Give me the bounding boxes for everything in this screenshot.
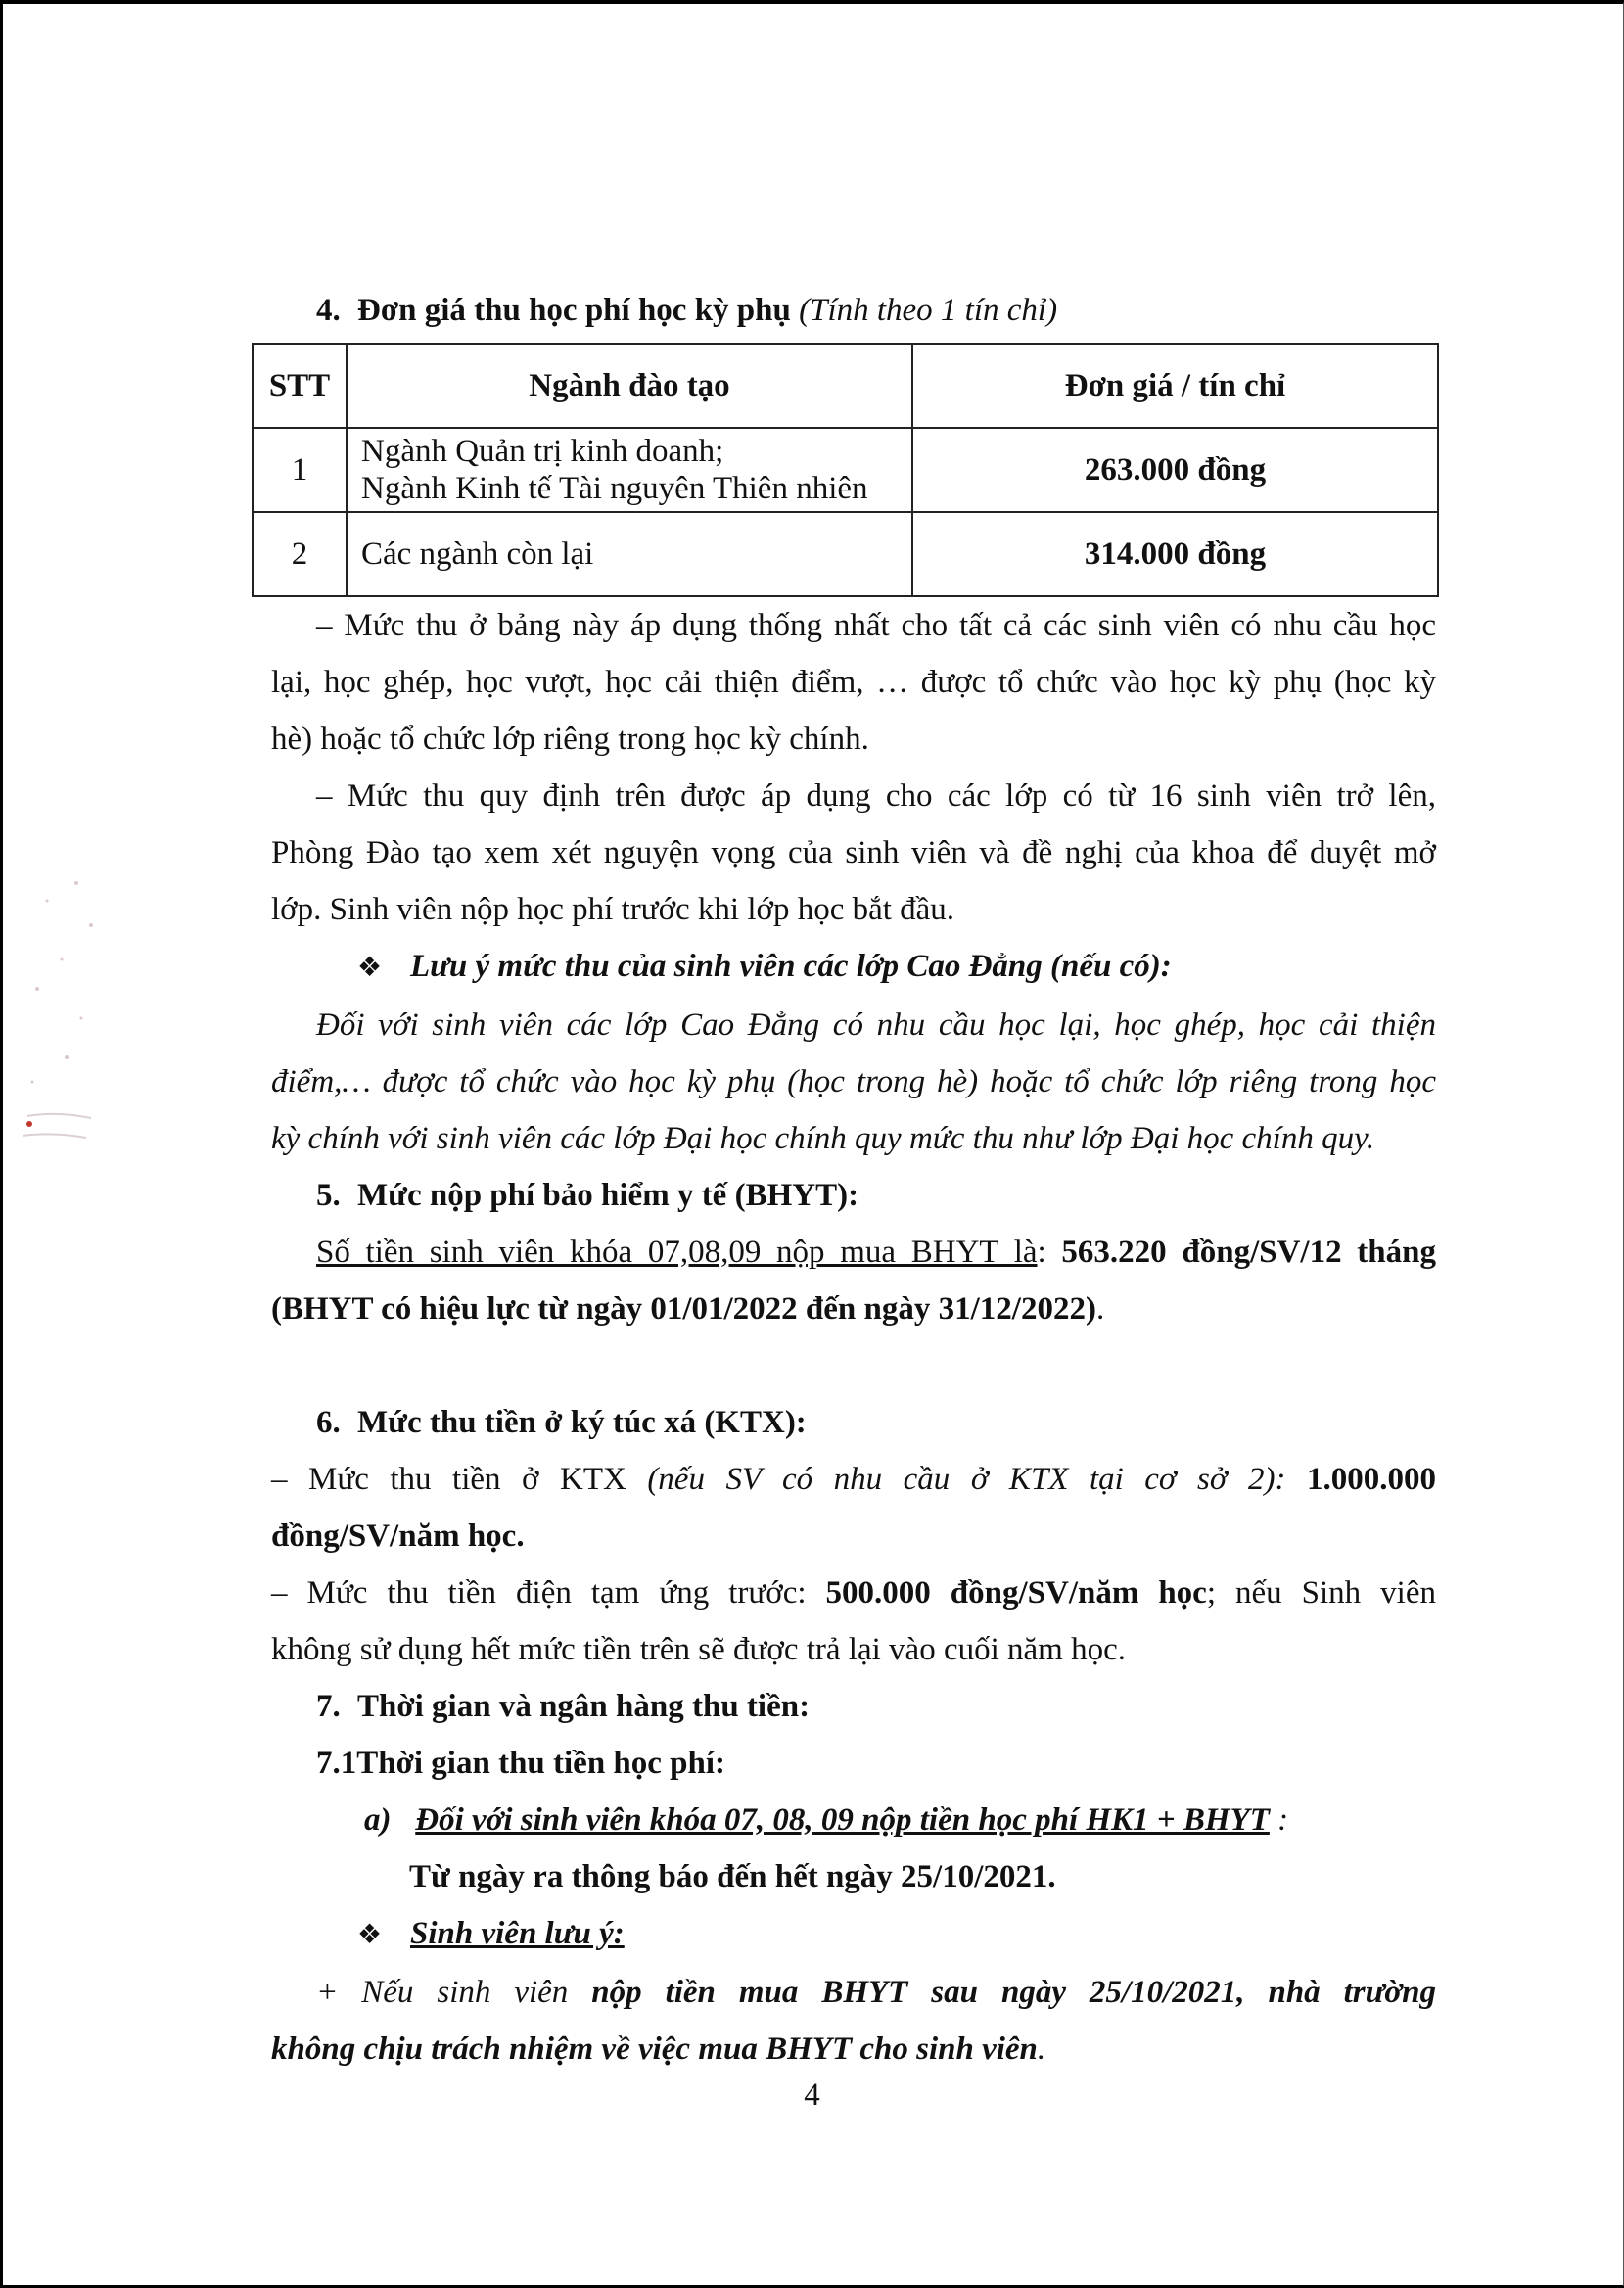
header-major: Ngành đào tạo	[347, 344, 912, 428]
fee-table	[252, 343, 1439, 597]
table-row	[253, 512, 1438, 596]
paragraph-line: Phòng Đào tạo xem xét nguyện vọng của sinh viên và đề nghị của khoa để duyệt mở	[271, 835, 1436, 870]
bhyt-validity: (BHYT có hiệu lực từ ngày 01/01/2022 đến ngày 31/12/2022)	[271, 1291, 1096, 1327]
bhyt-validity-line: (BHYT có hiệu lực từ ngày 01/01/2022 đến ngày 31/12/2022).	[271, 1291, 1105, 1327]
diamond-bullet-icon: ❖	[357, 1920, 383, 1950]
plus-note-line-2: không chịu trách nhiệm về việc mua BHYT cho sinh viên.	[271, 2031, 1046, 2067]
section-6-heading: 6. Mức thu tiền ở ký túc xá (KTX):	[316, 1405, 807, 1440]
header-stt: STT	[253, 344, 347, 428]
bleed-through-marks	[8, 871, 101, 1165]
section-4-title: Đơn giá thu học phí học kỳ phụ	[357, 293, 791, 328]
section-7-1-heading: 7.1Thời gian thu tiền học phí:	[316, 1746, 726, 1781]
paragraph-line: – Mức thu quy định trên được áp dụng cho các lớp có từ 16 sinh viên trở lên,	[316, 778, 1436, 814]
document-body	[268, 282, 1436, 2078]
electricity-fee-line: – Mức thu tiền điện tạm ứng trước: 500.000 đồng/SV/năm học; nếu Sinh viên	[271, 1575, 1436, 1611]
table-row	[253, 428, 1438, 512]
electricity-fee-line-2: không sử dụng hết mức tiền trên sẽ được trả lại vào cuối năm học.	[271, 1632, 1126, 1667]
page-number: 4	[804, 2078, 820, 2113]
row-major-line: Ngành Kinh tế Tài nguyên Thiên nhiên	[361, 471, 868, 506]
plus-note-line: + Nếu sinh viên nộp tiền mua BHYT sau ngày 25/10/2021, nhà trường	[316, 1975, 1436, 2010]
student-note-title: Sinh viên lưu ý:	[410, 1916, 625, 1951]
diamond-bullet-icon: ❖	[357, 953, 383, 983]
student-note-heading	[357, 1905, 1436, 1964]
section-5-heading: 5. Mức nộp phí bảo hiểm y tế (BHYT):	[316, 1178, 859, 1213]
plus-note-bold: nộp tiền mua BHYT sau ngày 25/10/2021, nhà trường	[591, 1975, 1436, 2010]
section-5-title: Mức nộp phí bảo hiểm y tế (BHYT):	[357, 1178, 859, 1213]
ktx-fee-line-2: đồng/SV/năm học.	[271, 1518, 525, 1554]
college-note-title: Lưu ý mức thu của sinh viên các lớp Cao Đẳng (nếu có):	[410, 949, 1172, 984]
row-major	[347, 428, 912, 512]
header-price: Đơn giá / tín chỉ	[912, 344, 1438, 428]
row-stt: 1	[253, 428, 347, 512]
college-note-heading	[357, 938, 1436, 997]
section-7-1-title: Thời gian thu tiền học phí:	[356, 1746, 726, 1781]
paragraph-line: lớp. Sinh viên nộp học phí trước khi lớp học bắt đầu.	[271, 892, 955, 927]
ktx-amount: 1.000.000	[1285, 1462, 1436, 1497]
paragraph-line: hè) hoặc tổ chức lớp riêng trong học kỳ chính.	[271, 722, 869, 757]
section-6-title: Mức thu tiền ở ký túc xá (KTX):	[357, 1405, 807, 1440]
item-a-label: a)	[364, 1802, 392, 1838]
row-price: 263.000 đồng	[912, 428, 1438, 512]
bhyt-amount-line: Số tiền sinh viên khóa 07,08,09 nộp mua BHYT là: 563.220 đồng/SV/12 tháng	[316, 1235, 1436, 1270]
electricity-amount: 500.000 đồng/SV/năm học	[825, 1575, 1207, 1611]
section-4-heading: 4. Đơn giá thu học phí học kỳ phụ (Tính theo 1 tín chỉ)	[316, 293, 1058, 328]
paragraph-line: điểm,… được tổ chức vào học kỳ phụ (học trong hè) hoặc tổ chức lớp riêng trong học	[271, 1064, 1436, 1099]
row-major-line: Ngành Quản trị kinh doanh;	[361, 434, 724, 469]
table-header-row	[253, 344, 1438, 428]
paragraph-line: Đối với sinh viên các lớp Cao Đẳng có nhu cầu học lại, học ghép, học cải thiện	[316, 1007, 1436, 1043]
row-price: 314.000 đồng	[912, 512, 1438, 596]
bhyt-amount: 563.220 đồng/SV/12 tháng	[1061, 1235, 1436, 1270]
paragraph-line: kỳ chính với sinh viên các lớp Đại học chính quy mức thu như lớp Đại học chính quy.	[271, 1121, 1375, 1156]
item-a-line: a) Đối với sinh viên khóa 07, 08, 09 nộp tiền học phí HK1 + BHYT :	[364, 1802, 1289, 1838]
bhyt-underlined-text: Số tiền sinh viên khóa 07,08,09 nộp mua BHYT là	[316, 1235, 1038, 1270]
section-7-heading: 7. Thời gian và ngân hàng thu tiền:	[316, 1689, 811, 1724]
ktx-condition: (nếu SV có nhu cầu ở KTX tại cơ sở 2):	[647, 1462, 1286, 1497]
row-major: Các ngành còn lại	[347, 512, 912, 596]
row-stt: 2	[253, 512, 347, 596]
paragraph-line: – Mức thu ở bảng này áp dụng thống nhất cho tất cả các sinh viên có nhu cầu học	[316, 608, 1436, 643]
section-7-title: Thời gian và ngân hàng thu tiền:	[357, 1689, 811, 1724]
ktx-fee-line: – Mức thu tiền ở KTX (nếu SV có nhu cầu ở KTX tại cơ sở 2): 1.000.000	[271, 1462, 1436, 1497]
section-4-note: (Tính theo 1 tín chỉ)	[799, 293, 1058, 328]
paragraph-line: lại, học ghép, học vượt, học cải thiện điểm, … được tổ chức vào học kỳ phụ (học kỳ	[271, 665, 1436, 700]
item-a-text: Đối với sinh viên khóa 07, 08, 09 nộp tiền học phí HK1 + BHYT	[415, 1802, 1270, 1838]
item-a-date: Từ ngày ra thông báo đến hết ngày 25/10/2021.	[409, 1859, 1056, 1894]
